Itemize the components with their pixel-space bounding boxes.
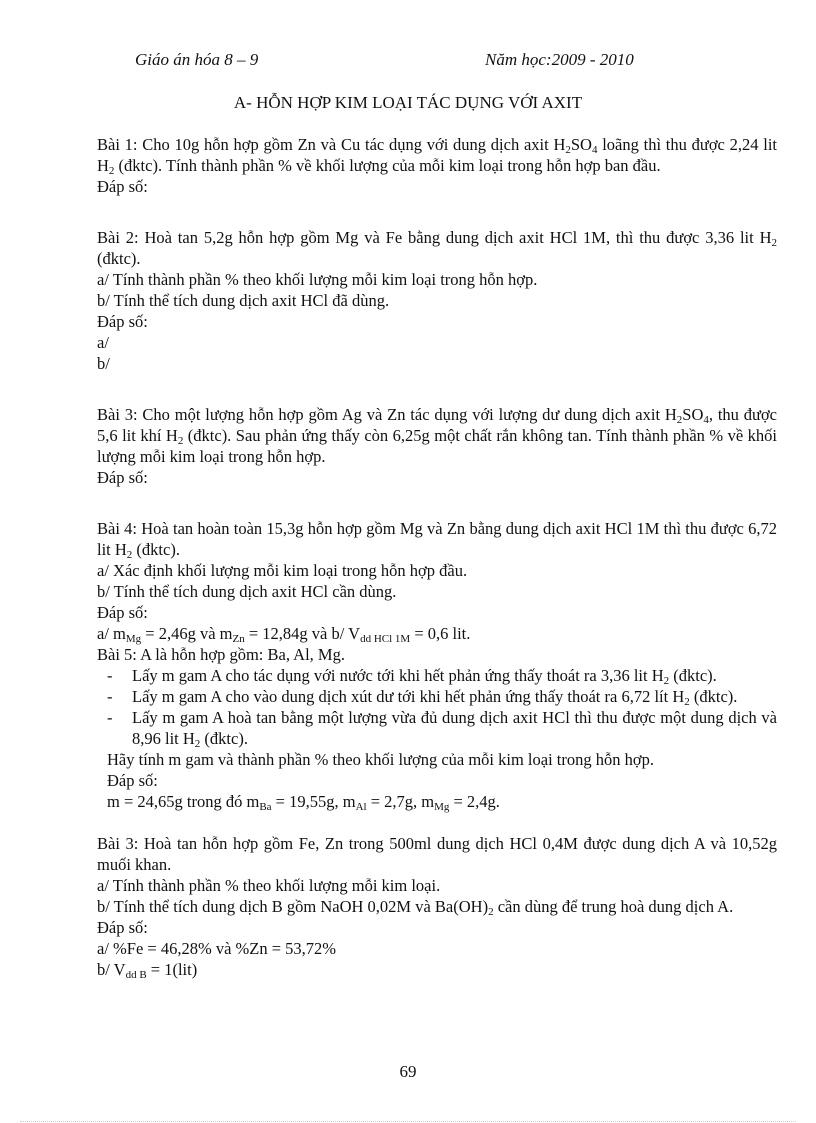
exercise-6: Bài 3: Hoà tan hỗn hợp gồm Fe, Zn trong 500ml dung dịch HCl 0,4M được dung dịch A và 10,52g muối khan. [97,834,777,874]
exercise-2: Bài 2: Hoà tan 5,2g hỗn hợp gồm Mg và Fe bằng dung dịch axit HCl 1M, thì thu được 3,36 lit $H_2$ (đktc). [97,228,777,268]
page-bottom-divider [20,1121,796,1122]
exercise-4: Bài 4: Hoà tan hoàn toàn 15,3g hỗn hợp gồm Mg và Zn bằng dung dịch axit HCl 1M thì thu được 6,72 lit $H_2$ (đktc). [97,519,777,561]
exercise-6-result-b: b/ $V_{dd B} = 1(lit)$ [97,960,198,981]
header-right: Năm học:2009 - 2010 [485,50,634,69]
header-left: Giáo án hóa 8 – 9 [135,50,259,69]
exercise-2-a: a/ Tính thành phần % theo khối lượng mỗi kim loại trong hỗn hợp. [97,270,538,289]
exercise-5-question: Hãy tính m gam và thành phần % theo khối lượng của mỗi kim loại trong hỗn hợp. [107,750,654,769]
exercise-5-result: m = 24,65g trong đó $m_{Ba} = 19,55g$, $m_{Al} = 2,7g$, $m_{Mg} = 2,4g$. [107,792,500,813]
exercise-6-answer: Đáp số: [97,918,148,937]
exercise-5-answer: Đáp số: [107,771,158,790]
exercise-4-answer: Đáp số: [97,603,148,622]
exercise-1-answer: Đáp số: [97,177,148,196]
exercise-5-item-3: - Lấy m gam A hoà tan bằng một lượng vừa đủ dung dịch axit HCl thì thu được một dung dịch và 8,96 lit $H_2$ (đktc). [107,708,777,750]
exercise-2-answer: Đáp số: [97,312,148,331]
document-body [97,134,777,980]
page-number: 69 [399,1062,417,1081]
exercise-4-a: a/ Xác định khối lượng mỗi kim loại trong hỗn hợp đầu. [97,561,468,580]
exercise-6-result-a: a/ %Fe = 46,28% và %Zn = 53,72% [97,939,337,958]
section-title: A- HỖN HỢP KIM LOẠI TÁC DỤNG VỚI AXIT [233,93,583,112]
exercise-1: Bài 1: Cho 10g hỗn hợp gồm Zn và Cu tác dụng với dung dịch axit $H_2SO_4$ loãng thì thu được 2,24 lit $H_2$ (đktc). Tính thành phần % về khối lượng của mỗi kim loại trong hỗn hợp ban đầu. [97,135,778,177]
exercise-5: Bài 5: A là hỗn hợp gồm: Ba, Al, Mg. [97,645,345,664]
exercise-5-item-1: - Lấy m gam A cho tác dụng với nước tới khi hết phản ứng thấy thoát ra 3,36 lit $H_2$ (đktc). [107,666,717,687]
exercise-2-answer-b: b/ [97,354,110,373]
exercise-2-answer-a: a/ [97,333,109,352]
exercise-2-b: b/ Tính thể tích dung dịch axit HCl đã dùng. [97,291,390,310]
exercise-6-a: a/ Tính thành phần % theo khối lượng mỗi kim loại. [97,876,441,895]
exercise-6-b: b/ Tính thể tích dung dịch B gồm NaOH 0,02M và $Ba(OH)_2$ cần dùng để trung hoà dung dịch A. [97,897,734,918]
exercise-3: Bài 3: Cho một lượng hỗn hợp gồm Ag và Zn tác dụng với lượng dư dung dịch axit $H_2SO_4$, thu được 5,6 lit khí $H_2$ (đktc). Sau phản ứng thấy còn 6,25g một chất rắn không tan. Tính thành phần % về khối lượng mỗi kim loại trong hỗn hợp. [97,405,777,466]
exercise-3-answer: Đáp số: [97,468,148,487]
exercise-5-item-2: - Lấy m gam A cho vào dung dịch xút dư tới khi hết phản ứng thấy thoát ra 6,72 lít $H_2$ (đktc). [107,687,738,708]
exercise-4-b: b/ Tính thể tích dung dịch axit HCl cần dùng. [97,582,397,601]
exercise-4-result: a/ $m_{Mg} = 2,46g$ và $m_{Zn} = 12,84g$ và b/ $V_{dd HCl 1M} = 0,6$ lit. [97,624,471,645]
